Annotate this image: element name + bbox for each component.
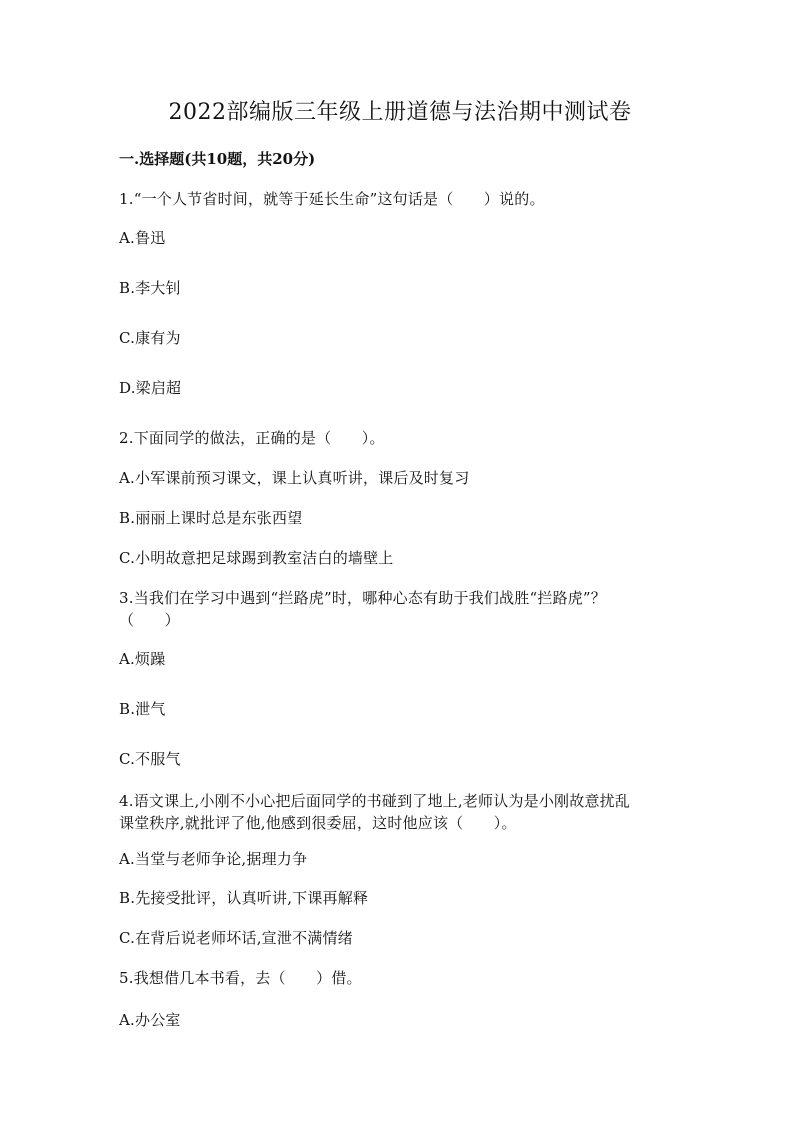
- answer-option: D.梁启超: [119, 379, 182, 397]
- answer-option: A.烦躁: [119, 650, 166, 668]
- question-stem-continued: （ ）: [119, 611, 180, 629]
- answer-option: C.不服气: [119, 750, 181, 768]
- question-stem: 2.下面同学的做法，正确的是（ ）。: [119, 429, 385, 447]
- question-stem: 1.“一个人节省时间，就等于延长生命”这句话是（ ）说的。: [119, 190, 545, 208]
- answer-option: B.先接受批评，认真听讲,下课再解释: [119, 889, 369, 907]
- answer-option: C.在背后说老师坏话,宣泄不满情绪: [119, 929, 353, 947]
- answer-option: B.丽丽上课时总是东张西望: [119, 509, 303, 527]
- question-stem: 4.语文课上,小刚不小心把后面同学的书碰到了地上,老师认为是小刚故意扰乱: [119, 792, 631, 810]
- page-title: 2022部编版三年级上册道德与法治期中测试卷: [168, 100, 632, 125]
- answer-option: B.李大钊: [119, 279, 181, 297]
- answer-option: C.小明故意把足球踢到教室洁白的墙壁上: [119, 549, 394, 567]
- section-heading: 一.选择题(共10题，共20分): [119, 150, 316, 168]
- question-stem: 5.我想借几本书看，去（ ）借。: [119, 969, 362, 987]
- answer-option: A.小军课前预习课文，课上认真听讲，课后及时复习: [119, 469, 470, 487]
- answer-option: B.泄气: [119, 700, 166, 718]
- answer-option: A.鲁迅: [119, 229, 166, 247]
- question-stem-continued: 课堂秩序,就批评了他,他感到很委屈，这时他应该（ ）。: [119, 814, 517, 832]
- question-stem: 3.当我们在学习中遇到“拦路虎”时，哪种心态有助于我们战胜“拦路虎”？: [119, 589, 606, 607]
- answer-option: C.康有为: [119, 329, 181, 347]
- answer-option: A.当堂与老师争论,据理力争: [119, 850, 308, 868]
- answer-option: A.办公室: [119, 1011, 181, 1029]
